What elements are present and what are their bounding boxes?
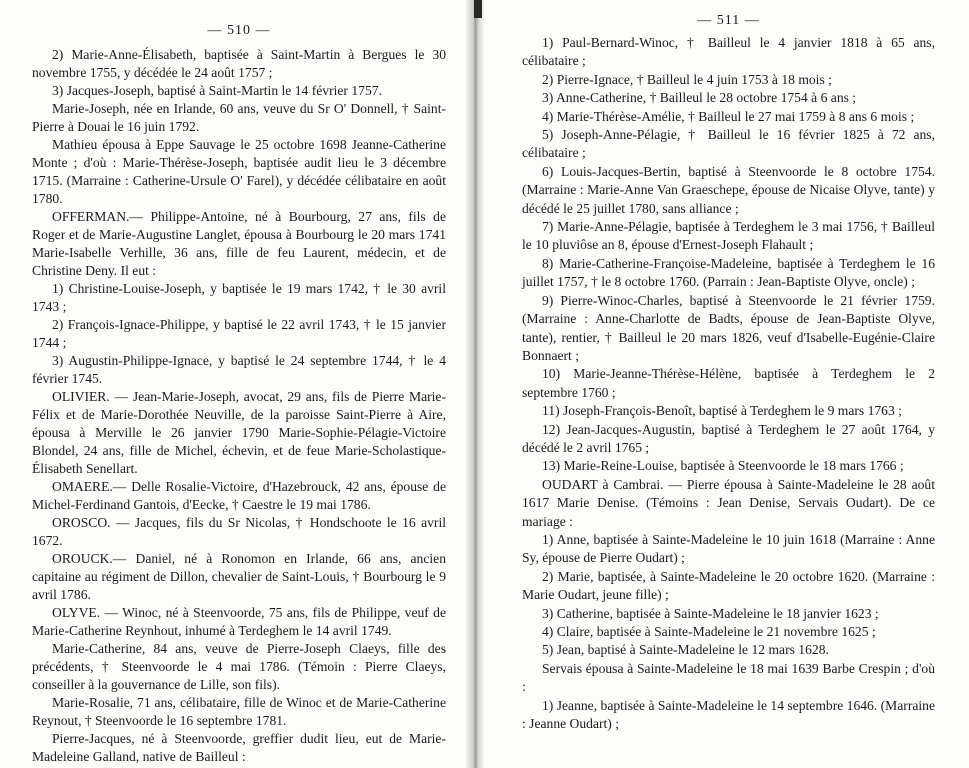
paragraph: 2) François-Ignace-Philippe, y baptisé le 22 avril 1743, † le 15 janvier 1744 ; [32,317,446,350]
right-page [482,0,969,768]
paragraph: 3) Augustin-Philippe-Ignace, y baptisé le 24 septembre 1744, † le 4 février 1745. [32,353,446,386]
paragraph: 2) Marie-Anne-Élisabeth, baptisée à Saint-Martin à Bergues le 30 novembre 1755, y décédée le 24 août 1757 ; [32,47,446,80]
paragraph: 5) Joseph-Anne-Pélagie, † Bailleul le 16 février 1825 à 72 ans, célibataire ; [522,127,935,161]
paragraph: Pierre-Jacques, né à Steenvoorde, greffier dudit lieu, eut de Marie-Madeleine Galland, native de Bailleul : [32,731,446,764]
paragraph: 2) Marie, baptisée, à Sainte-Madeleine le 20 octobre 1620. (Marraine : Marie Oudart, jeune fille) ; [522,568,935,603]
paragraph: 4) Marie-Thérèse-Amélie, † Bailleul le 27 mai 1759 à 8 ans 6 mois ; [542,108,915,124]
paragraph: Servais épousa à Sainte-Madeleine le 18 mai 1639 Barbe Crespin ; d'où : [522,660,935,695]
paragraph: 3) Catherine, baptisée à Sainte-Madeleine le 18 janvier 1623 ; [542,605,879,621]
paragraph: 4) Claire, baptisée à Sainte-Madeleine le 21 novembre 1625 ; [542,624,876,639]
paragraph: 7) Marie-Anne-Pélagie, baptisée à Terdeghem le 3 mai 1756, † Bailleul le 10 pluviôse an 8, épouse d'Ernest-Joseph Flahault ; [522,219,935,253]
paragraph: 8) Marie-Catherine-Françoise-Madeleine, baptisée à Terdeghem le 16 juillet 1757, † le 8 octobre 1760. (Parrain : Jean-Baptiste Olyve, oncle) ; [522,255,935,290]
paragraph: OLYVE. — Winoc, né à Steenvoorde, 75 ans, fils de Philippe, veuf de Marie-Catherine Reynhout, inhumé à Terdeghem le 14 avril 1749. [32,605,446,638]
paragraph: 12) Jean-Jacques-Augustin, baptisé à Terdeghem le 27 août 1764, y décédé le 2 avril 1765 ; [522,421,935,455]
paragraph: 1) Anne, baptisée à Sainte-Madeleine le 10 juin 1618 (Marraine : Anne Sy, épouse de Pierre Oudart) ; [522,531,935,566]
page-number-right: — 511 — [697,13,760,28]
paragraph: OLIVIER. — Jean-Marie-Joseph, avocat, 29 ans, fils de Pierre Marie-Félix et de Marie-Dorothée Neuville, de la paroisse Saint-Pierre à Aire, épousa à Merville le 26 janvier 1790 Marie-Sophie-Pélagie-Victoire Blondel, 24 ans, fille de Michel, échevin, et de feue Marie-Scholastique-Élisabeth Senellart. [32,389,446,476]
paragraph: OROSCO. — Jacques, fils du Sr Nicolas, † Hondschoote le 16 avril 1672. [32,515,446,548]
paragraph: 1) Christine-Louise-Joseph, y baptisée le 19 mars 1742, † le 30 avril 1743 ; [32,281,446,314]
paragraph: 11) Joseph-François-Benoît, baptisé à Terdeghem le 9 mars 1763 ; [542,403,902,419]
paragraph: 13) Marie-Reine-Louise, baptisée à Steenvoorde le 18 mars 1766 ; [542,458,904,474]
paragraph: OROUCK.— Daniel, né à Ronomon en Irlande, 66 ans, ancien capitaine au régiment de Dillon, chevalier de Saint-Louis, † Bourbourg le 9 avril 1786. [32,551,446,602]
paragraph: OUDART à Cambrai. — Pierre épousa à Sainte-Madeleine le 28 août 1617 Marie Denise. (Témoins : Jean Denise, Servais Oudart). De ce mariage : [522,476,935,529]
paragraph: 3) Anne-Catherine, † Bailleul le 28 octobre 1754 à 6 ans ; [542,90,857,106]
page-number-left: — 510 — [207,23,271,38]
paragraph: 1) Jeanne, baptisée à Sainte-Madeleine le 14 septembre 1646. (Marraine : Jeanne Oudart) ; [522,697,935,732]
paragraph: Marie-Catherine, 84 ans, veuve de Pierre-Joseph Claeys, fille des précédents, † Steenvoorde le 4 mai 1786. (Témoin : Pierre Claeys, conseiller à la gouvernance de Lille, son fils). [32,641,446,692]
paragraph: Marie-Joseph, née en Irlande, 60 ans, veuve du Sr O' Donnell, † Saint-Pierre à Douai le 16 juin 1792. [32,101,446,134]
paragraph: Mathieu épousa à Eppe Sauvage le 25 octobre 1698 Jeanne-Catherine Monte ; d'où : Marie-Thérèse-Joseph, baptisée audit lieu le 3 décembre 1715. (Marraine : Catherine-Ursule O' Farel), y décédée célibataire en août 1780. [32,137,446,206]
paragraph: 3) Jacques-Joseph, baptisé à Saint-Martin le 14 février 1757. [52,83,382,98]
paragraph: 5) Jean, baptisé à Sainte-Madeleine le 12 mars 1628. [542,642,829,658]
paragraph: OMAERE.— Delle Rosalie-Victoire, d'Hazebrouck, 42 ans, épouse de Michel-Ferdinand Gantois, d'Eecke, † Caestre le 19 mai 1786. [32,479,446,512]
paragraph: OFFERMAN.— Philippe-Antoine, né à Bourbourg, 27 ans, fils de Roger et de Marie-Augustine Langlet, épousa à Bourbourg le 20 mars 1741 Marie-Isabelle Verhille, 36 ans, fille de feu Laurent, médecin, et de Christine Deny. Il eut : [32,209,446,278]
paragraph: Marie-Rosalie, 71 ans, célibataire, fille de Winoc et de Marie-Catherine Reynout, † Steenvoorde le 16 septembre 1781. [32,695,446,728]
paragraph: 6) Louis-Jacques-Bertin, baptisé à Steenvoorde le 8 octobre 1754. (Marraine : Marie-Anne Van Graeschepe, épouse de Nicaise Olyve, tante) y décédé le 25 juillet 1780, sans alliance ; [522,163,935,216]
paragraph: 10) Marie-Jeanne-Thérèse-Hélène, baptisée à Terdeghem le 2 septembre 1760 ; [522,366,935,400]
gutter-shadow [474,0,482,18]
paragraph: 1) Paul-Bernard-Winoc, † Bailleul le 4 janvier 1818 à 65 ans, célibataire ; [522,35,935,69]
left-page [0,0,472,768]
paragraph: 9) Pierre-Winoc-Charles, baptisé à Steenvoorde le 21 février 1759. (Marraine : Anne-Charlotte de Badts, épouse de Jean-Baptiste Olyve, tante), rentier, † Bailleul le 20 mars 1826, veuf d'Isabelle-Eugénie-Claire Bonnaert ; [522,292,935,363]
paragraph: 2) Pierre-Ignace, † Bailleul le 4 juin 1753 à 18 mois ; [542,71,832,87]
